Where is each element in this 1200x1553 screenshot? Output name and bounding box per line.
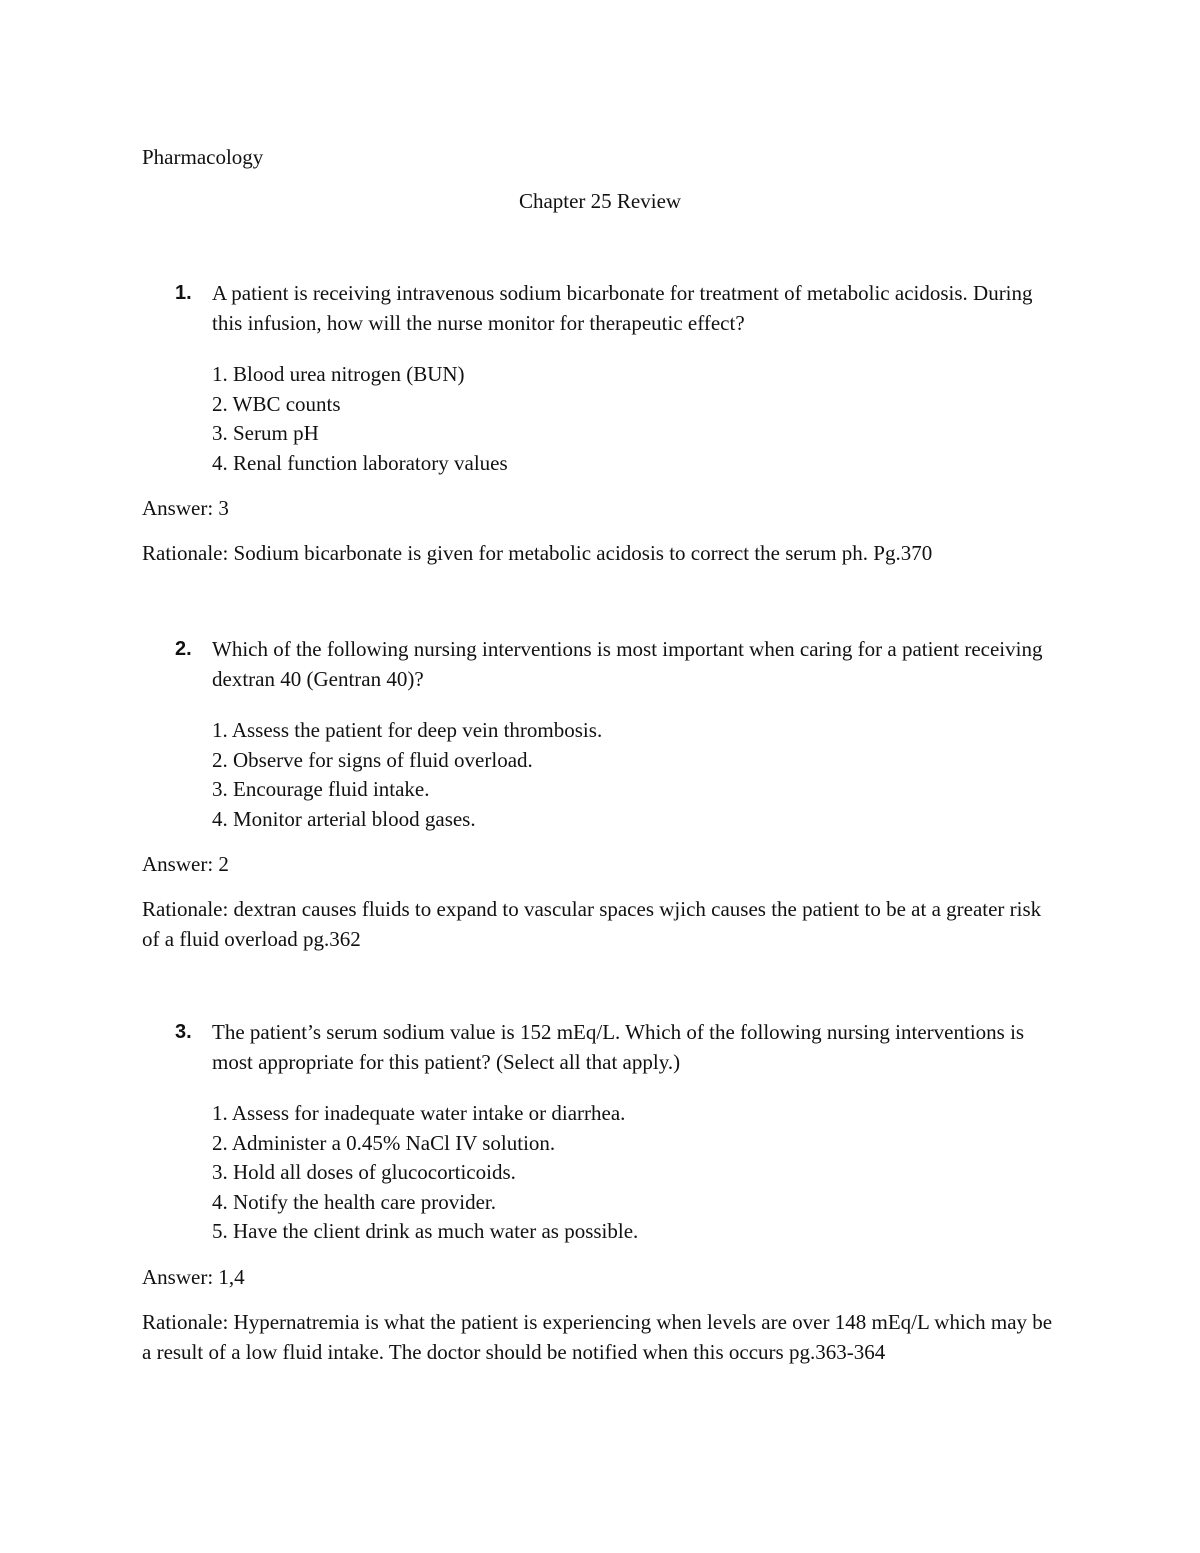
- question-text: Which of the following nursing interventions is most important when caring for a patient receiving dextran 40 (Gentran 40)?: [212, 637, 1043, 691]
- option-item: 1. Assess the patient for deep vein thrombosis.: [212, 718, 603, 742]
- rationale-text: Rationale: Sodium bicarbonate is given for metabolic acidosis to correct the serum ph. Pg.370: [142, 541, 933, 565]
- option-item: 3. Serum pH: [212, 421, 319, 445]
- page-title: Chapter 25 Review: [518, 189, 682, 213]
- rationale-text: Rationale: dextran causes fluids to expand to vascular spaces wjich causes the patient to be at a greater risk of a fluid overload pg.362: [142, 897, 1042, 951]
- option-item: 3. Hold all doses of glucocorticoids.: [212, 1160, 516, 1184]
- option-item: 2. WBC counts: [212, 391, 341, 416]
- question-number: 3.: [175, 1021, 192, 1043]
- option-item: 4. Monitor arterial blood gases.: [212, 806, 476, 831]
- answer-options: [142, 716, 1062, 834]
- option-item: 1. Blood urea nitrogen (BUN): [212, 362, 465, 386]
- answer-line: Answer: 1,4: [142, 1264, 245, 1289]
- question-stem: [142, 634, 1062, 694]
- answer-options: [142, 1099, 1062, 1247]
- course-subject: Pharmacology: [142, 145, 264, 169]
- question-stem: [142, 278, 1062, 338]
- question-stem: [142, 1017, 1062, 1077]
- question-number: 2.: [175, 638, 192, 660]
- option-item: 3. Encourage fluid intake.: [212, 777, 430, 801]
- question-3: [142, 1017, 1062, 1367]
- question-1: [142, 278, 1062, 568]
- option-item: 5. Have the client drink as much water as possible.: [212, 1219, 639, 1243]
- option-item: 4. Notify the health care provider.: [212, 1189, 496, 1214]
- option-item: 2. Observe for signs of fluid overload.: [212, 747, 533, 772]
- question-text: A patient is receiving intravenous sodium bicarbonate for treatment of metabolic acidosis. During this infusion, how will the nurse monitor for therapeutic effect?: [212, 281, 1033, 335]
- answer-line: Answer: 3: [142, 496, 229, 520]
- question-2: [142, 634, 1062, 954]
- rationale-text: Rationale: Hypernatremia is what the patient is experiencing when levels are over 148 mEq/L which may be a result of a low fluid intake. The doctor should be notified when this occurs pg.363-364: [142, 1309, 1053, 1364]
- question-text: The patient’s serum sodium value is 152 mEq/L. Which of the following nursing interventions is most appropriate for this patient? (Select all that apply.): [212, 1020, 1025, 1074]
- option-item: 4. Renal function laboratory values: [212, 450, 508, 475]
- answer-line: Answer: 2: [142, 852, 229, 876]
- option-item: 1. Assess for inadequate water intake or diarrhea.: [212, 1101, 626, 1125]
- option-item: 2. Administer a 0.45% NaCl IV solution.: [212, 1130, 556, 1155]
- question-number: 1.: [175, 282, 192, 304]
- answer-options: [142, 360, 1062, 478]
